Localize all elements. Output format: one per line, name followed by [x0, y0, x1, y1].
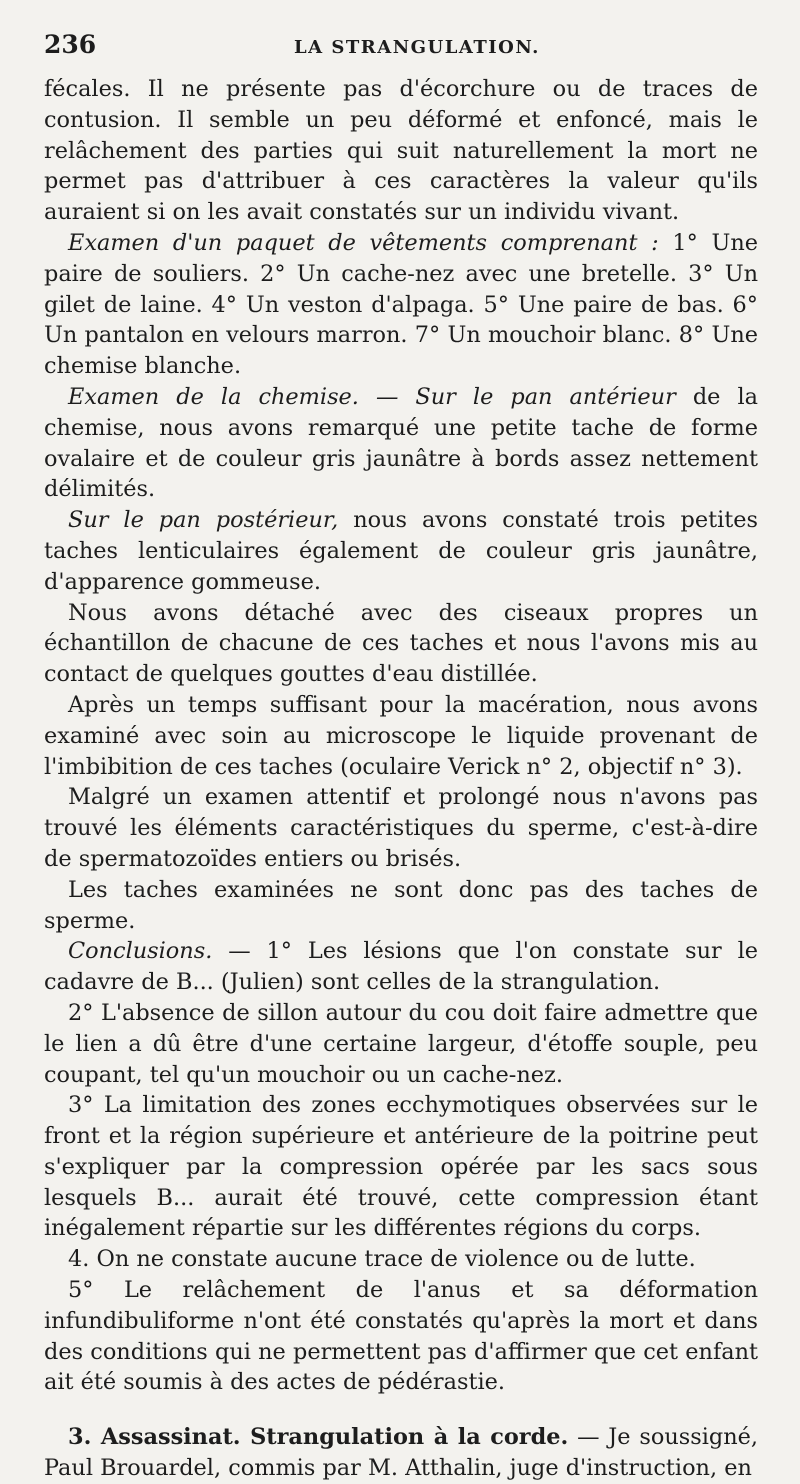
- paragraph-conclusion-3: [44, 1090, 758, 1244]
- paragraph-clothing-exam: [44, 228, 758, 382]
- paragraph-lead: Sur le pan postérieur,: [68, 507, 339, 534]
- paragraph-back-panel: [44, 505, 758, 597]
- paragraph-lead: Conclusions.: [68, 938, 213, 965]
- paragraph-text: 1° Une paire de souliers. 2° Un cache-nez avec une bretelle. 3° Un gilet de laine. 4° Un veston d'alpaga. 5° Une paire de bas. 6° Un pantalon en velours marron. 7° Un mouchoir blanc. 8° Une chemise blanche.: [44, 229, 758, 380]
- page-number: 236: [44, 30, 97, 59]
- paragraph-text: — 1° Les lésions que l'on constate sur le cadavre de B... (Julien) sont celles de la strangulation.: [44, 938, 758, 996]
- paragraph-lead: Examen d'un paquet de vêtements comprenant :: [68, 229, 659, 256]
- paragraph-text: 4. On ne constate aucune trace de violence ou de lutte.: [68, 1246, 696, 1273]
- running-title: LA STRANGULATION.: [294, 37, 540, 58]
- paragraph-result: [44, 875, 758, 937]
- paragraph-samples: [44, 598, 758, 690]
- section-title: 3. Assassinat. Strangulation à la corde.: [68, 1424, 569, 1451]
- paragraph-conclusion-5: [44, 1275, 758, 1398]
- paragraph-text: Les taches examinées ne sont donc pas des taches de sperme.: [44, 876, 758, 934]
- running-head: [44, 30, 758, 68]
- paragraph-text: 3° La limitation des zones ecchymotiques observées sur le front et la région supérieure et antérieure de la poitrine peut s'expliquer par la compression opérée par les sacs sous lesquels B... aurait été trouvé, cette compression étant inégalement répartie sur les différentes régions du corps.: [44, 1092, 758, 1242]
- paragraph-text: nous avons constaté trois petites taches lenticulaires également de couleur gris jaunâtre, d'apparence gommeuse.: [44, 507, 758, 595]
- section-gap: [44, 1398, 758, 1422]
- paragraph-continuation: [44, 74, 758, 228]
- paragraph-findings: [44, 782, 758, 874]
- paragraph-text: Malgré un examen attentif et prolongé nous n'avons pas trouvé les éléments caractéristiques du sperme, c'est-à-dire de spermatozoïdes entiers ou brisés.: [44, 784, 758, 872]
- section-text: — Je soussigné, Paul Brouardel, commis par M. Atthalin, juge d'instruction, en: [44, 1424, 759, 1482]
- paragraph-text: 2° L'absence de sillon autour du cou doit faire admettre que le lien a dû être d'une certaine largeur, d'étoffe souple, peu coupant, tel qu'un mouchoir ou un cache-nez.: [44, 999, 758, 1088]
- paragraph-text: 5° Le relâchement de l'anus et sa déformation infundibuliforme n'ont été constatés qu'après la mort et dans des conditions qui ne permettent pas d'affirmer que cet enfant ait été soumis à des actes de pédérastie.: [44, 1277, 758, 1396]
- paragraph-text: fécales. Il ne présente pas d'écorchure ou de traces de contusion. Il semble un peu déformé et enfoncé, mais le relâchement des parties qui suit naturellement la mort ne permet pas d'attribuer à ces caractères la valeur qu'ils auraient si on les avait constatés sur un individu vivant.: [44, 76, 758, 226]
- paragraph-microscope: [44, 690, 758, 782]
- paragraph-conclusion-2: [44, 998, 758, 1090]
- paragraph-text: Nous avons détaché avec des ciseaux propres un échantillon de chacune de ces taches et nous l'avons mis au contact de quelques gouttes d'eau distillée.: [44, 599, 758, 688]
- paragraph-conclusion-1: [44, 936, 758, 998]
- body-text: [44, 74, 758, 1484]
- paragraph-text: Après un temps suffisant pour la macération, nous avons examiné avec soin au microscope le liquide provenant de l'imbibition de ces taches (oculaire Verick n° 2, objectif n° 3).: [44, 691, 758, 780]
- paragraph-conclusion-4: [44, 1244, 758, 1275]
- paragraph-lead: Examen de la chemise. — Sur le pan antérieur: [68, 383, 676, 410]
- paragraph-text: de la chemise, nous avons remarqué une petite tache de forme ovalaire et de couleur gris jaunâtre à bords assez nettement délimités.: [44, 383, 758, 503]
- section-heading-paragraph: [44, 1422, 758, 1484]
- paragraph-shirt-exam: [44, 382, 758, 505]
